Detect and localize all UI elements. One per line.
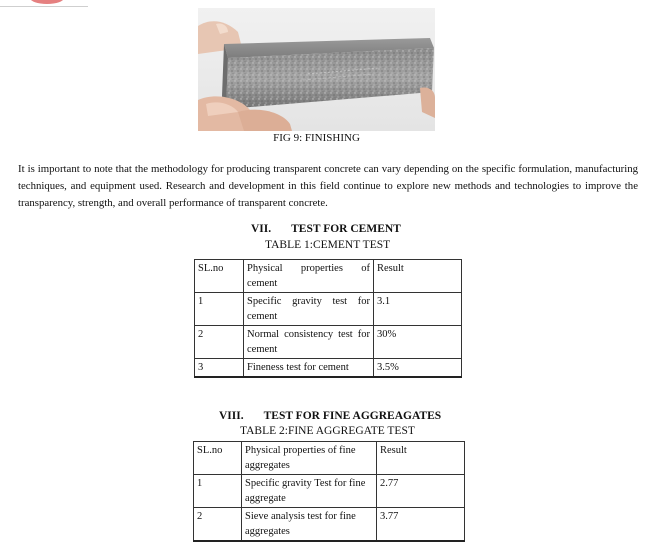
section-number: VIII. [219, 410, 244, 422]
section-title: TEST FOR FINE AGGREAGATES [263, 410, 442, 422]
table-row [195, 293, 462, 326]
table-cell: Sieve analysis test for fine aggregates [242, 508, 377, 542]
concrete-block-image [198, 8, 435, 131]
table-cell: Fineness test for cement [244, 359, 374, 378]
section-title: TEST FOR CEMENT [291, 223, 401, 235]
table-cell: 3.5% [374, 359, 462, 378]
finishing-photo [198, 8, 435, 131]
table-caption-fine-aggregate: TABLE 2:FINE AGGREGATE TEST [240, 425, 415, 437]
table-cell: 30% [374, 326, 462, 359]
table-cell: 1 [195, 293, 244, 326]
table-header-row [194, 442, 465, 475]
header-cell: SL.no [194, 442, 242, 475]
table-cell: 2 [195, 326, 244, 359]
table-row [195, 326, 462, 359]
figure-caption: FIG 9: FINISHING [273, 132, 360, 144]
section-heading-cement [251, 223, 401, 235]
table-header-row [195, 260, 462, 293]
table-cell: 1 [194, 475, 242, 508]
table-row [194, 508, 465, 542]
cement-test-table [194, 259, 462, 378]
table-cell: 3 [195, 359, 244, 378]
header-cell: Physical properties of cement [244, 260, 374, 293]
section-heading-fine-aggregates [219, 410, 441, 422]
header-cell: SL.no [195, 260, 244, 293]
header-cell: Physical properties of fine aggregates [242, 442, 377, 475]
fine-aggregate-test-table [193, 441, 465, 542]
figure-fragment-shape [30, 0, 64, 4]
table-cell: 3.77 [377, 508, 465, 542]
section-number: VII. [251, 223, 272, 235]
table-cell: 2.77 [377, 475, 465, 508]
table-cell: Specific gravity test for cement [244, 293, 374, 326]
previous-figure-fragment [0, 0, 88, 7]
table-cell: 2 [194, 508, 242, 542]
table-cell: Normal consistency test for cement [244, 326, 374, 359]
table-caption-cement: TABLE 1:CEMENT TEST [265, 239, 391, 251]
header-cell: Result [377, 442, 465, 475]
table-cell: 3.1 [374, 293, 462, 326]
body-paragraph: It is important to note that the methodology for producing transparent concrete can vary depending on the specific formulation, manufacturing techniques, and equipment used. Research and development in this field continue to explore new methods and technologies to improve the transparency, strength, and overall performance of transparent concrete. [18, 163, 638, 209]
table-row [195, 359, 462, 378]
table-cell: Specific gravity Test for fine aggregate [242, 475, 377, 508]
table-row [194, 475, 465, 508]
header-cell: Result [374, 260, 462, 293]
